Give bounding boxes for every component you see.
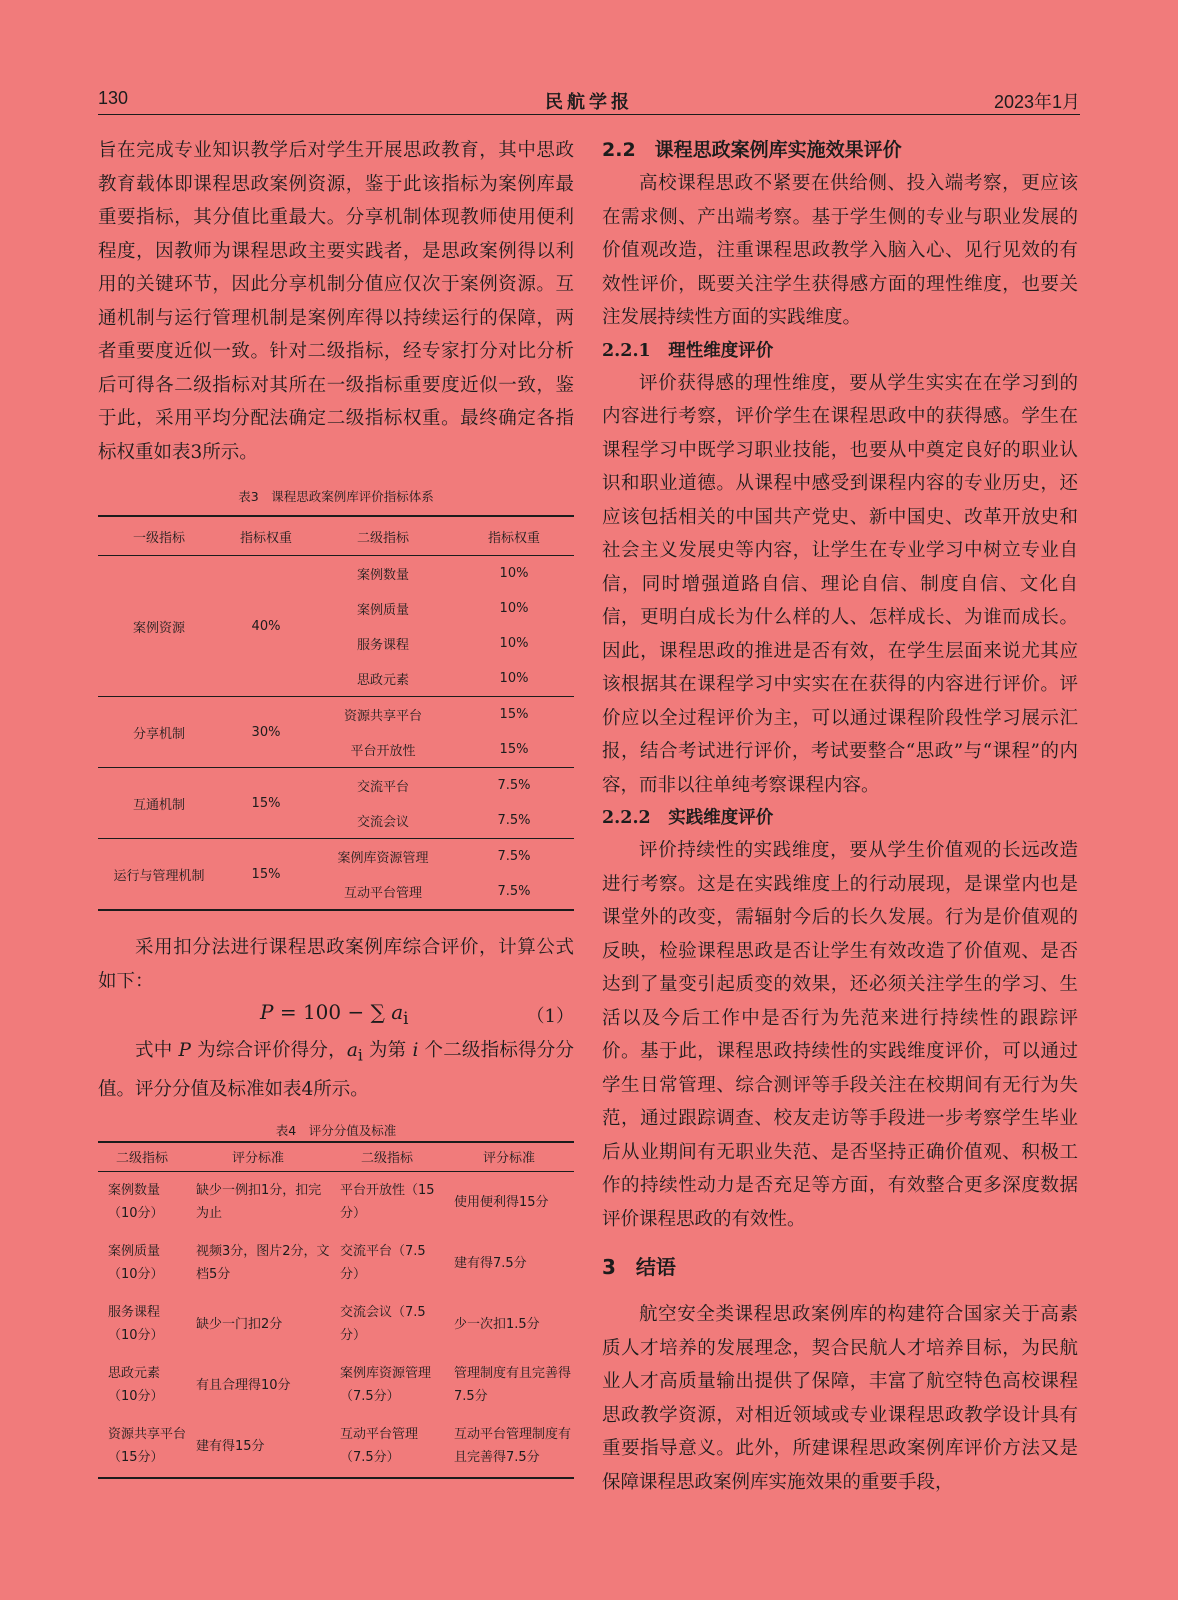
table4-cell: 交流会议（7.5分） — [340, 1305, 426, 1344]
paragraph: 评价获得感的理性维度，要从学生实实在在学习到的内容进行考察，评价学生在课程思政中的获得感。学生在课程学习中既学习职业技能，也要从中奠定良好的职业认识和职业道德。从课程中感受到课程内容的专业历史，还应该包括相关的中国共产党史、新中国史、改革开放史和社会主义发展史等内容，让学生在专业学习中树立专业自信，同时增强道路自信、理论自信、制度自信、文化自信，更明白成长为什么样的人、怎样成长、为谁而成长。因此，课程思政的推进是否有效，在学生层面来说尤其应该根据其在课程学习中实实在在获得的内容进行评价。评价应以全过程评价为主，可以通过课程阶段性学习展示汇报，结合考试进行评价，考试要整合“思政”与“课程”的内容，而非以往单纯考察课程内容。 — [602, 372, 1078, 796]
table3-header-row — [98, 516, 574, 556]
table4-cell: 案例库资源管理（7.5分） — [340, 1366, 432, 1405]
table3-primary-weight: 30% — [220, 697, 312, 768]
running-header — [98, 86, 1080, 115]
table4-cell: 有且合理得10分 — [196, 1377, 291, 1393]
paragraph: 航空安全类课程思政案例库的构建符合国家关于高素质人才培养的发展理念，契合民航人才培养目标，为民航业人才高质量输出提供了保障，丰富了航空特色高校课程思政教学资源，对相近领域或专业课程思政教学设计具有重要指导意义。此外，所建课程思政案例库评价方法又是保障课程思政案例库实施效果的重要手段， — [602, 1304, 1078, 1493]
table3 — [98, 515, 574, 911]
table4-body — [98, 1171, 574, 1478]
table4-cell: 互动平台管理制度有且完善得7.5分 — [454, 1427, 572, 1466]
table3-secondary-weight: 7.5% — [454, 768, 574, 804]
table4-header-cell: 评分标准 — [444, 1142, 574, 1172]
section-heading-3: 3 结语 — [602, 1255, 676, 1279]
table3-secondary-weight: 15% — [454, 697, 574, 733]
table3-header-cell: 二级指标 — [312, 516, 454, 556]
table4-header-row — [98, 1142, 574, 1172]
table4-header-cell: 评分标准 — [186, 1142, 330, 1172]
table3-row — [98, 556, 574, 592]
formula-var: a — [391, 1000, 404, 1024]
table4-cell: 思政元素（10分） — [108, 1366, 164, 1405]
table3-header-cell: 一级指标 — [98, 516, 220, 556]
paragraph: 高校课程思政不紧要在供给侧、投入端考察，更应该在需求侧、产出端考察。基于学生侧的专业与职业发展的价值观改造，注重课程思政教学入脑入心、见行见效的有效性评价，既要关注学生获得感方面的理性维度，也要关注发展持续性方面的实践维度。 — [602, 173, 1078, 328]
section-heading-2-2-2: 2.2.2 实践维度评价 — [602, 808, 774, 828]
table4-row — [98, 1294, 574, 1355]
table3-secondary-weight: 10% — [499, 601, 529, 616]
table4-row — [98, 1355, 574, 1416]
table4-cell: 平台开放性（15分） — [340, 1183, 435, 1222]
table4-cell: 少一次扣1.5分 — [454, 1316, 540, 1332]
table3-secondary-indicator: 平台开放性 — [350, 744, 416, 759]
formula-sub: i — [403, 1009, 409, 1028]
table3-secondary-weight: 15% — [499, 742, 529, 757]
paragraph: 旨在完成专业知识教学后对学生开展思政教育，其中思政教育载体即课程思政案例资源，鉴于此该指标为案例库最重要指标，其分值比重最大。分享机制体现教师使用便利程度，因教师为课程思政主要实践者，是思政案例得以利用的关键环节，因此分享机制分值应仅次于案例资源。互通机制与运行管理机制是案例库得以持续运行的保障，两者重要度近似一致。针对二级指标，经专家打分对比分析后可得各二级指标对其所在一级指标重要度近似一致，鉴于此，采用平均分配法确定二级指标权重。最终确定各指标权重如表3所示。 — [98, 140, 574, 463]
table3-row — [98, 768, 574, 804]
table4-cell: 互动平台管理（7.5分） — [340, 1427, 419, 1466]
table3-secondary-weight: 10% — [499, 566, 529, 581]
table4-header-cell: 二级指标 — [98, 1142, 186, 1172]
table3-secondary-indicator: 资源共享平台 — [312, 697, 454, 733]
table4-cell: 视频3分，图片2分，文档5分 — [196, 1244, 330, 1283]
formula-number: （1） — [526, 1006, 574, 1027]
table4-row — [98, 1233, 574, 1294]
symbol-i: i — [412, 1040, 419, 1061]
table3-secondary-weight: 10% — [499, 636, 529, 651]
table4 — [98, 1141, 574, 1479]
text-run: 式中 — [135, 1040, 173, 1061]
table3-primary-indicator: 案例资源 — [132, 620, 185, 636]
symbol-p: P — [178, 1040, 191, 1061]
table3-secondary-indicator: 互动平台管理 — [343, 886, 422, 901]
issue-date: 2023年1月 — [993, 92, 1080, 112]
table3-secondary-indicator: 思政元素 — [356, 673, 409, 688]
section-heading-2-2: 2.2 课程思政案例库实施效果评价 — [602, 139, 902, 161]
symbol-a: a — [346, 1040, 358, 1061]
table3-primary-indicator: 分享机制 — [98, 697, 220, 768]
table4-cell: 服务课程（10分） — [108, 1305, 164, 1344]
right-column — [602, 134, 1078, 1499]
table4-caption: 表4 评分分值及标准 — [275, 1122, 397, 1138]
table3-primary-weight: 40% — [251, 618, 281, 634]
table3-secondary-indicator: 交流会议 — [356, 815, 409, 830]
table4-cell: 案例质量（10分） — [108, 1244, 164, 1283]
table3-secondary-weight: 7.5% — [497, 813, 531, 828]
table3-secondary-indicator: 案例质量 — [356, 603, 409, 618]
table3-secondary-weight: 7.5% — [454, 839, 574, 875]
table4-cell: 使用便利得15分 — [454, 1194, 549, 1210]
left-column — [98, 134, 574, 1479]
table4-cell: 交流平台（7.5分） — [340, 1244, 426, 1283]
table3-secondary-indicator: 服务课程 — [356, 638, 409, 653]
table4-cell: 案例数量（10分） — [108, 1183, 164, 1222]
table4-row — [98, 1416, 574, 1478]
table4-cell: 建有得15分 — [196, 1438, 265, 1454]
table4-cell: 缺少一例扣1分，扣完为止 — [196, 1183, 322, 1222]
table3-row — [98, 839, 574, 875]
page-number: 130 — [98, 88, 129, 108]
paragraph — [98, 1034, 574, 1107]
table3-secondary-indicator: 案例数量 — [356, 568, 409, 583]
table3-body — [98, 556, 574, 911]
formula-expression — [260, 1000, 409, 1028]
text-run: 个二级指标得分分值。评分分值及标准如表4所示。 — [98, 1040, 574, 1101]
table3-secondary-indicator: 案例库资源管理 — [312, 839, 454, 875]
text-run: 为综合评价得分， — [197, 1040, 347, 1061]
journal-name: 民航学报 — [545, 92, 633, 112]
formula-1 — [98, 998, 574, 1034]
table3-primary-weight: 15% — [220, 768, 312, 839]
paragraph: 评价持续性的实践维度，要从学生价值观的长远改造进行考察。这是在实践维度上的行动展现，是课堂内也是课堂外的改变，需辐射今后的长久发展。行为是价值观的反映，检验课程思政是否让学生有效改造了价值观、是否达到了量变引起质变的效果，还必须关注学生的学习、生活以及今后工作中是否行为先范来进行持续性的跟踪评价。基于此，课程思政持续性的实践维度评价，可以通过学生日常管理、综合测评等手段关注在校期间有无行为失范，通过跟踪调查、校友走访等手段进一步考察学生毕业后从业期间有无职业失范、是否坚持正确价值观、积极工作的持续性动力是否充足等方面，有效整合更多深度数据评价课程思政的有效性。 — [602, 840, 1078, 1230]
paragraph: 采用扣分法进行课程思政案例库综合评价，计算公式如下： — [98, 937, 574, 992]
table4-row — [98, 1171, 574, 1233]
table3-row — [98, 697, 574, 733]
table4-cell: 建有得7.5分 — [454, 1255, 527, 1271]
table3-secondary-weight: 10% — [499, 671, 529, 686]
table4-cell: 管理制度有且完善得7.5分 — [454, 1366, 572, 1405]
formula-lhs: P — [260, 1000, 274, 1024]
table4-cell: 资源共享平台（15分） — [108, 1427, 187, 1466]
table3-primary-indicator: 运行与管理机制 — [98, 839, 220, 911]
table3-caption: 表3 课程思政案例库评价指标体系 — [238, 489, 434, 504]
table3-primary-indicator: 互通机制 — [98, 768, 220, 839]
section-heading-2-2-1: 2.2.1 理性维度评价 — [602, 340, 774, 361]
table4-header-cell: 二级指标 — [330, 1142, 444, 1172]
formula-rhs: = 100 − ∑ — [279, 1000, 385, 1024]
table3-header-cell: 指标权重 — [454, 516, 574, 556]
table3-secondary-indicator: 交流平台 — [312, 768, 454, 804]
table3-primary-weight: 15% — [220, 839, 312, 911]
symbol-sub: i — [357, 1046, 363, 1065]
table4-cell: 缺少一门扣2分 — [196, 1316, 283, 1332]
text-run: 为第 — [368, 1040, 407, 1061]
table3-header-cell: 指标权重 — [220, 516, 312, 556]
table3-secondary-weight: 7.5% — [497, 884, 531, 899]
